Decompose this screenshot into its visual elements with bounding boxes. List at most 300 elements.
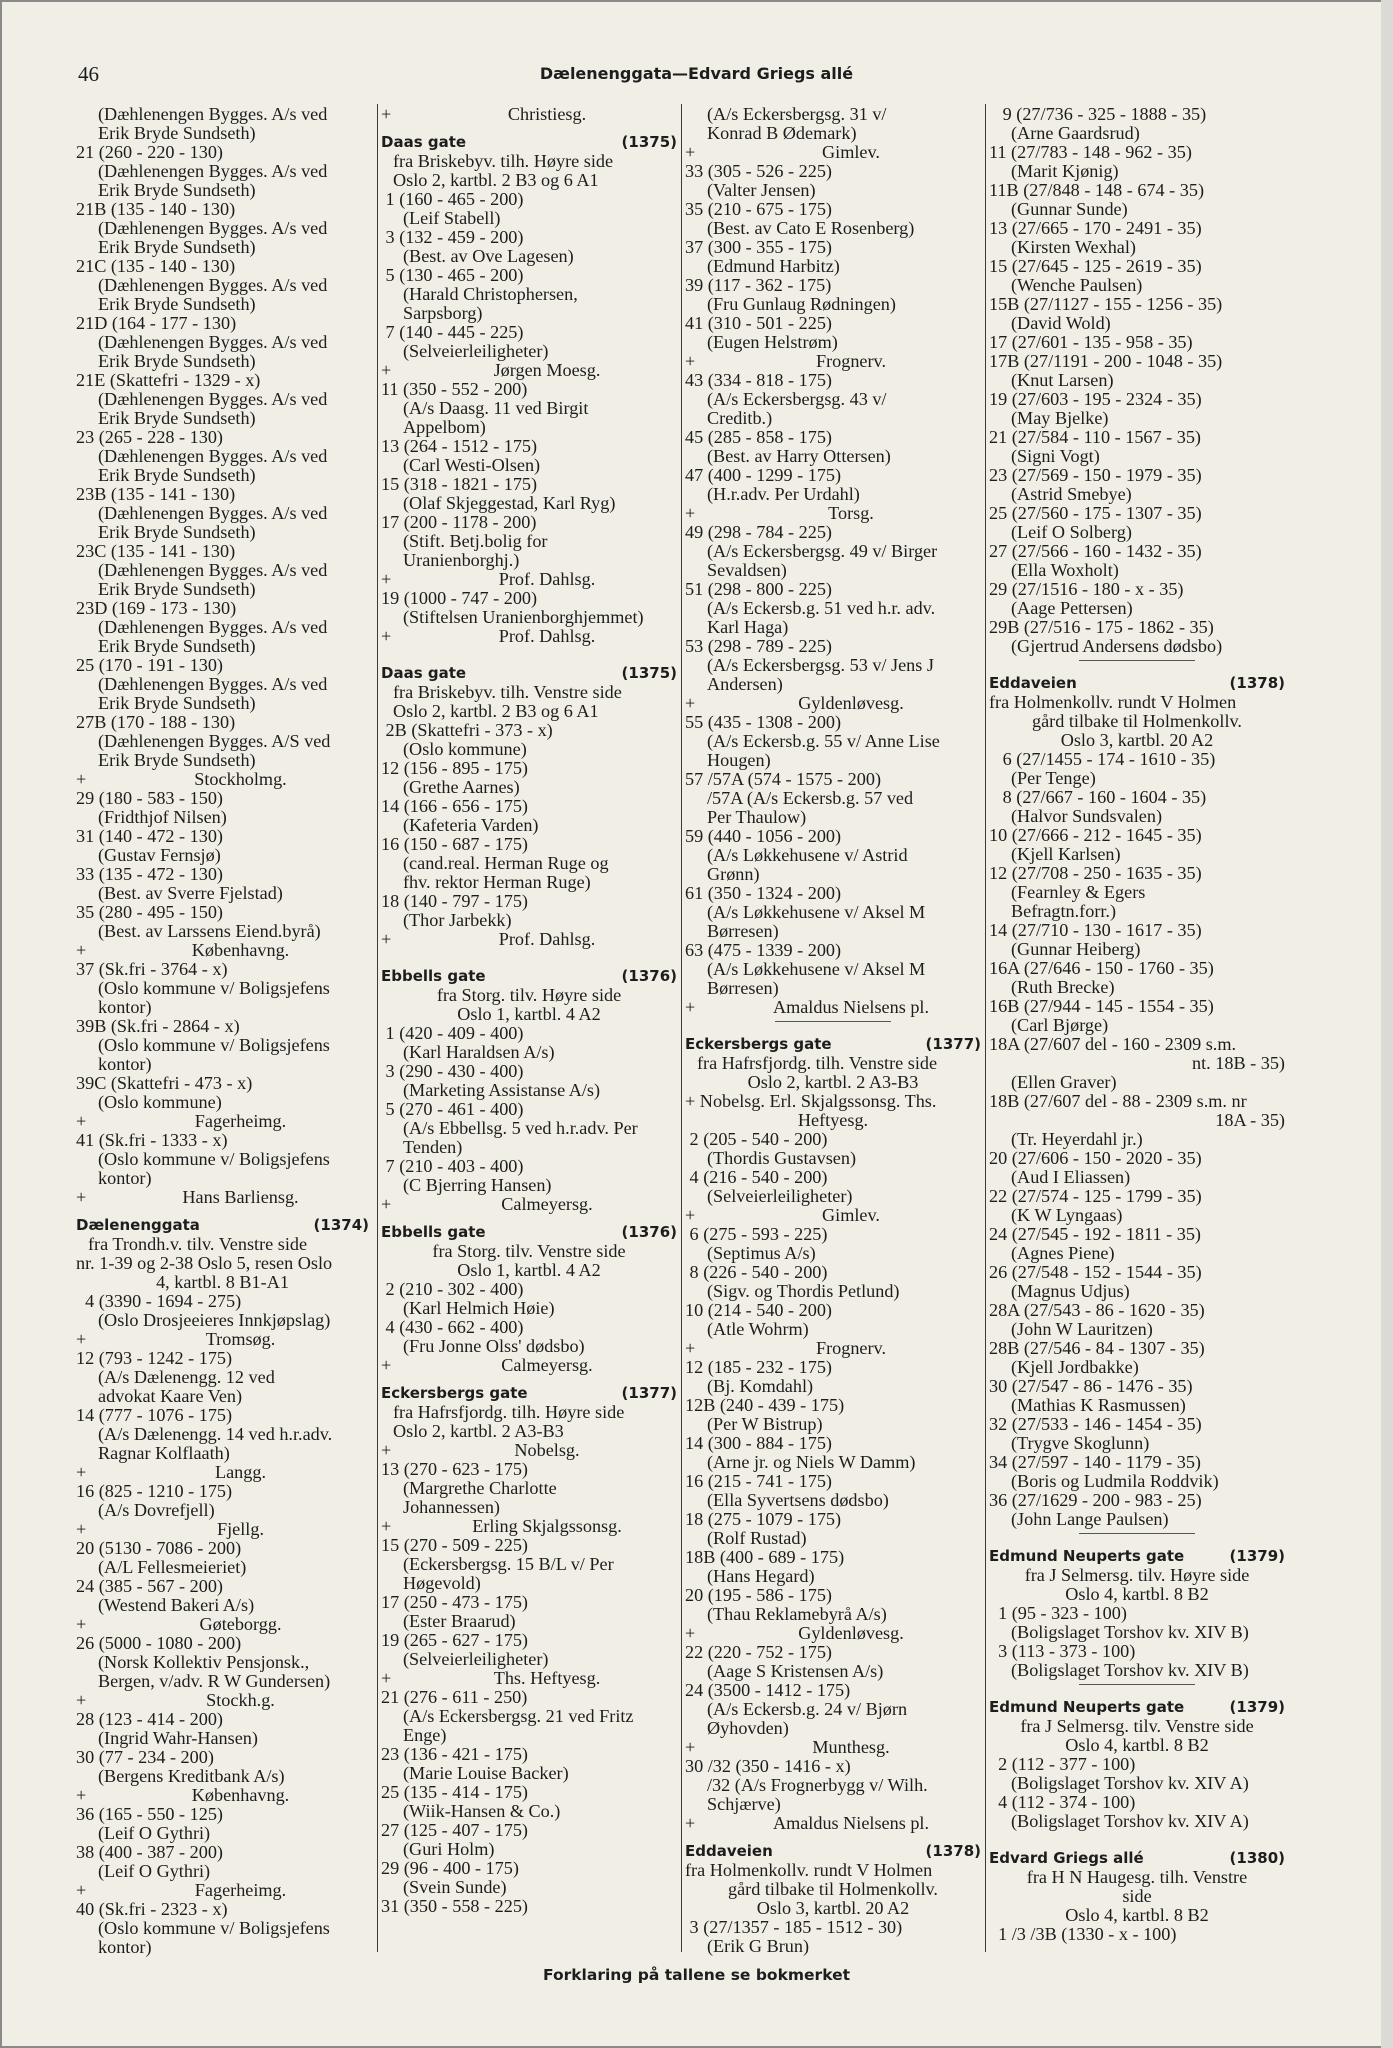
owner-line: (Bergens Kreditbank A/s): [98, 1766, 285, 1786]
owner-line: Erik Bryde Sundseth): [98, 408, 256, 428]
cross-street: [76, 1520, 369, 1539]
cross-street-name: Erling Skjalgssonsg.: [472, 1516, 622, 1536]
owner-line: (Dæhlenengen Bygges. A/s ved: [98, 104, 328, 124]
cross-street-name: Fagerheimg.: [194, 1880, 287, 1900]
owner-line: (Oslo kommune v/ Boligsjefens: [98, 1918, 330, 1938]
property-entry: 1 (420 - 409 - 400): [381, 1023, 524, 1043]
property-entry: 45 (285 - 858 - 175): [685, 427, 832, 447]
cross-street: [685, 352, 981, 371]
owner-line: (H.r.adv. Per Urdahl): [707, 484, 860, 504]
owner-line: (A/s Løkkehusene v/ Aksel M: [707, 902, 926, 922]
owner-line: (Oslo kommune): [403, 739, 527, 759]
cross-marker: +: [685, 1205, 696, 1225]
property-entry: 55 (435 - 1308 - 200): [685, 712, 842, 732]
cross-street: [381, 1517, 677, 1536]
cross-marker: +: [76, 1880, 87, 1900]
property-entry: 37 (Sk.fri - 3764 - x): [76, 959, 228, 979]
cross-street-name: Calmeyersg.: [501, 1194, 593, 1214]
property-entry: 26 (27/548 - 152 - 1544 - 35): [989, 1262, 1202, 1282]
property-entry: 38 (400 - 387 - 200): [76, 1842, 223, 1862]
owner-line: (Bj. Komdahl): [707, 1376, 814, 1396]
property-entry: 4 (430 - 662 - 400): [381, 1317, 524, 1337]
property-entry: 16 (150 - 687 - 175): [381, 834, 528, 854]
street-name: Eckersbergs gate: [685, 1035, 832, 1053]
owner-line: (Gunnar Heiberg): [1011, 939, 1141, 959]
property-entry: 57 /57A (574 - 1575 - 200): [685, 769, 882, 789]
running-head: Dælenenggata—Edvard Griegs allé: [539, 64, 854, 83]
property-entry: 15B (27/1127 - 155 - 1256 - 35): [989, 294, 1223, 314]
street-description: Oslo 3, kartbl. 20 A2: [1060, 730, 1214, 750]
cross-street-name: Gyldenløvesg.: [798, 693, 904, 713]
property-entry: 1 (160 - 465 - 200): [381, 189, 524, 209]
property-entry: 7 (140 - 445 - 225): [381, 322, 524, 342]
property-entry: 3 (113 - 373 - 100): [989, 1641, 1136, 1661]
owner-line: (Thor Jarbekk): [403, 910, 512, 930]
cross-marker: +: [685, 1338, 696, 1358]
owner-line: (Dæhlenengen Bygges. A/s ved: [98, 389, 328, 409]
owner-line: (Kjell Jordbakke): [1011, 1357, 1139, 1377]
cross-marker: +: [381, 569, 392, 589]
cross-street-name: Hans Barliensg.: [182, 1187, 299, 1207]
column-3: [685, 104, 981, 1956]
street-heading: [685, 1035, 981, 1054]
property-entry: 21D (164 - 177 - 130): [76, 313, 237, 333]
property-entry: 14 (166 - 656 - 175): [381, 796, 528, 816]
column-divider: [681, 104, 682, 1952]
street-description: Oslo 3, kartbl. 20 A2: [756, 1898, 910, 1918]
street-description: Oslo 4, kartbl. 8 B2: [1065, 1735, 1209, 1755]
property-entry: 36 (165 - 550 - 125): [76, 1804, 223, 1824]
owner-line: (Fru Gunlaug Rødningen): [707, 294, 896, 314]
street-description: 4, kartbl. 8 B1-A1: [156, 1272, 289, 1292]
cross-marker: +: [76, 1187, 87, 1207]
property-entry: 28B (27/546 - 84 - 1307 - 35): [989, 1338, 1205, 1358]
owner-line: (Rolf Rustad): [707, 1528, 807, 1548]
cross-street-name: Fjellg.: [217, 1519, 264, 1539]
property-entry: 23B (135 - 141 - 130): [76, 484, 236, 504]
owner-line: Erik Bryde Sundseth): [98, 351, 256, 371]
property-entry: 20 (5130 - 7086 - 200): [76, 1538, 242, 1558]
cross-street: [381, 570, 677, 589]
property-entry: 11 (350 - 552 - 200): [381, 379, 528, 399]
property-entry: 29 (180 - 583 - 150): [76, 788, 223, 808]
property-entry: 12 (156 - 895 - 175): [381, 758, 528, 778]
owner-line: (A/s Eckersb.g. 24 v/ Bjørn: [707, 1699, 908, 1719]
street-description: Oslo 1, kartbl. 4 A2: [457, 1004, 601, 1024]
property-entry: 19 (1000 - 747 - 200): [381, 588, 538, 608]
owner-line: (Karl Haraldsen A/s): [403, 1042, 555, 1062]
cross-street-name: Tromsøg.: [205, 1329, 276, 1349]
owner-line: (Fru Jonne Olss' dødsbo): [403, 1336, 585, 1356]
spacer: [381, 949, 677, 958]
street-description: Oslo 4, kartbl. 8 B2: [1065, 1584, 1209, 1604]
property-entry: 34 (27/597 - 140 - 1179 - 35): [989, 1452, 1201, 1472]
property-entry: 2 (112 - 377 - 100): [989, 1754, 1136, 1774]
owner-line: Appelbom): [403, 417, 486, 437]
owner-line: (Westend Bakeri A/s): [98, 1595, 255, 1615]
cross-street: [76, 770, 369, 789]
street-description: fra J Selmersg. tilv. Venstre side: [1020, 1716, 1254, 1736]
owner-line: (Septimus A/s): [707, 1243, 816, 1263]
cross-street-name: Calmeyersg.: [501, 1355, 593, 1375]
property-entry: 18A (27/607 del - 160 - 2309 s.m.: [989, 1034, 1237, 1054]
owner-line: (Hans Hegard): [707, 1566, 815, 1586]
property-entry: 21E (Skattefri - 1329 - x): [76, 370, 261, 390]
property-entry: 31 (350 - 558 - 225): [381, 1896, 528, 1916]
street-code: (1378): [925, 1842, 981, 1860]
cross-street: [76, 1463, 369, 1482]
cross-street-name: Stockh.g.: [206, 1690, 275, 1710]
owner-line: Børresen): [707, 978, 779, 998]
street-name: Eckersbergs gate: [381, 1384, 528, 1402]
street-description: Oslo 2, kartbl. 2 A3-B3: [747, 1072, 919, 1092]
street-description: Oslo 2, kartbl. 2 A3-B3: [393, 1421, 564, 1441]
property-entry: 6 (27/1455 - 174 - 1610 - 35): [989, 749, 1216, 769]
owner-line: (Stift. Betj.bolig for: [403, 531, 548, 551]
property-entry: 15 (27/645 - 125 - 2619 - 35): [989, 256, 1202, 276]
cross-street: [685, 1814, 981, 1833]
owner-line: (Edmund Harbitz): [707, 256, 840, 276]
street-name: Daas gate: [381, 664, 467, 682]
cross-street-name: Prof. Dahlsg.: [498, 569, 596, 589]
street-name: Eddaveien: [685, 1842, 773, 1860]
property-entry: 23 (265 - 228 - 130): [76, 427, 223, 447]
street-code: (1377): [925, 1035, 981, 1053]
owner-line: (Selveierleiligheter): [403, 1649, 549, 1669]
cross-street: [685, 504, 981, 523]
owner-line: (Dæhlenengen Bygges. A/s ved: [98, 275, 328, 295]
owner-line: (Gustav Fernsjø): [98, 845, 221, 865]
cross-street: [76, 1786, 369, 1805]
property-entry: 12 (27/708 - 250 - 1635 - 35): [989, 863, 1202, 883]
owner-line: (A/s Eckersbergsg. 49 v/ Birger: [707, 541, 938, 561]
owner-line: Erik Bryde Sundseth): [98, 237, 256, 257]
cross-marker: +: [76, 1519, 87, 1539]
property-entry: 16 (825 - 1210 - 175): [76, 1481, 233, 1501]
owner-line: Uranienborghj.): [403, 550, 520, 570]
cross-marker: +: [76, 940, 87, 960]
cross-street-name: Gyldenløvesg.: [798, 1623, 904, 1643]
owner-line: Høgevold): [403, 1573, 481, 1593]
cross-street: [76, 1691, 369, 1710]
owner-line: (Dæhlenengen Bygges. A/s ved: [98, 218, 328, 238]
property-entry: 4 (112 - 374 - 100): [989, 1792, 1136, 1812]
cross-street-name: Amaldus Nielsens pl.: [772, 1813, 930, 1833]
owner-line: /32 (A/s Frognerbygg v/ Wilh.: [707, 1775, 928, 1795]
owner-line: (Leif Stabell): [403, 208, 501, 228]
section-rule: [989, 1680, 1285, 1689]
street-description: nt. 18B - 35): [1192, 1053, 1285, 1073]
street-heading: [381, 1384, 677, 1403]
owner-line: (Tr. Heyerdahl jr.): [1011, 1129, 1143, 1149]
property-entry: 21C (135 - 140 - 130): [76, 256, 236, 276]
cross-street: [685, 1206, 981, 1225]
owner-line: Grønn): [707, 864, 760, 884]
cross-street-name: Frognerv.: [815, 351, 887, 371]
owner-line: (Ester Braarud): [403, 1611, 516, 1631]
owner-line: (David Wold): [1011, 313, 1111, 333]
owner-line: /57A (A/s Eckersb.g. 57 ved: [707, 788, 914, 808]
owner-line: (Kjell Karlsen): [1011, 844, 1121, 864]
owner-line: (Oslo kommune v/ Boligsjefens: [98, 1035, 330, 1055]
street-name: Dælenenggata: [76, 1216, 200, 1234]
property-entry: + Nobelsg. Erl. Skjalgssonsg. Ths.: [685, 1091, 937, 1111]
cross-street: [685, 1624, 981, 1643]
owner-line: (Fridthjof Nilsen): [98, 807, 227, 827]
owner-line: (Astrid Smebye): [1011, 484, 1132, 504]
property-entry: 17B (27/1191 - 200 - 1048 - 35): [989, 351, 1223, 371]
property-entry: 18 (140 - 797 - 175): [381, 891, 528, 911]
owner-line: (Atle Wohrm): [707, 1319, 809, 1339]
property-entry: 4 (3390 - 1694 - 275): [76, 1291, 242, 1311]
owner-line: Befragtn.forr.): [1011, 901, 1117, 921]
street-description: fra Hafrsfjordg. tilh. Venstre side: [697, 1053, 938, 1073]
cross-street-name: Prof. Dahlsg.: [498, 929, 596, 949]
property-entry: 21B (135 - 140 - 130): [76, 199, 236, 219]
street-description: side: [1122, 1886, 1152, 1906]
property-entry: 28A (27/543 - 86 - 1620 - 35): [989, 1300, 1205, 1320]
owner-line: (Boligslaget Torshov kv. XIV B): [1011, 1622, 1249, 1642]
owner-line: advokat Kaare Ven): [98, 1386, 243, 1406]
street-name: Ebbells gate: [381, 967, 486, 985]
property-entry: 17 (200 - 1178 - 200): [381, 512, 537, 532]
street-code: (1379): [1229, 1547, 1285, 1565]
owner-line: (Norsk Kollektiv Pensjonsk.,: [98, 1652, 310, 1672]
street-code: (1376): [621, 1223, 677, 1241]
cross-marker: +: [685, 351, 696, 371]
owner-line: (A/s Eckersbergsg. 21 ved Fritz: [403, 1706, 634, 1726]
street-heading: [381, 967, 677, 986]
property-entry: 14 (300 - 884 - 175): [685, 1433, 832, 1453]
cross-street: [76, 1330, 369, 1349]
owner-line: (Best. av Sverre Fjelstad): [98, 883, 283, 903]
property-entry: 25 (170 - 191 - 130): [76, 655, 223, 675]
street-code: (1374): [313, 1216, 369, 1234]
cross-marker: +: [76, 1690, 87, 1710]
owner-line: (Aage S Kristensen A/s): [707, 1661, 884, 1681]
property-entry: 33 (305 - 526 - 225): [685, 161, 832, 181]
property-entry: 14 (27/710 - 130 - 1617 - 35): [989, 920, 1202, 940]
property-entry: 29 (96 - 400 - 175): [381, 1858, 519, 1878]
property-entry: fra Holmenkollv. rundt V Holmen: [989, 692, 1237, 712]
property-entry: 22 (220 - 752 - 175): [685, 1642, 832, 1662]
property-entry: 41 (Sk.fri - 1333 - x): [76, 1130, 228, 1150]
cross-street: [685, 998, 981, 1017]
spacer: [381, 646, 677, 655]
owner-line: (Magnus Udjus): [1011, 1281, 1130, 1301]
column-divider: [377, 104, 378, 1952]
street-description: Heftyesg.: [797, 1110, 869, 1130]
owner-line: (Svein Sunde): [403, 1877, 507, 1897]
cross-marker: +: [685, 142, 696, 162]
street-code: (1375): [621, 133, 677, 151]
owner-line: (Fearnley & Egers: [1011, 882, 1146, 902]
property-entry: 28 (123 - 414 - 200): [76, 1709, 223, 1729]
cross-street: [381, 930, 677, 949]
street-description: Oslo 2, kartbl. 2 B3 og 6 A1: [393, 170, 599, 190]
cross-street-name: Christiesg.: [507, 104, 587, 124]
owner-line: Børresen): [707, 921, 779, 941]
owner-line: Øyhovden): [707, 1718, 789, 1738]
property-entry: 2 (205 - 540 - 200): [685, 1129, 828, 1149]
owner-line: (A/s Ebbellsg. 5 ved h.r.adv. Per: [403, 1118, 638, 1138]
cross-street-name: Jørgen Moesg.: [493, 360, 601, 380]
owner-line: (Arne jr. og Niels W Damm): [707, 1452, 916, 1472]
cross-marker: +: [685, 1813, 696, 1833]
street-description: fra Storg. tilv. Venstre side: [432, 1241, 626, 1261]
owner-line: kontor): [98, 997, 152, 1017]
street-description: gård tilbake til Holmenkollv.: [1032, 711, 1242, 731]
property-entry: 16B (27/944 - 145 - 1554 - 35): [989, 996, 1214, 1016]
owner-line: (Dæhlenengen Bygges. A/S ved: [98, 731, 331, 751]
property-entry: 30 (77 - 234 - 200): [76, 1747, 214, 1767]
property-entry: 16A (27/646 - 150 - 1760 - 35): [989, 958, 1214, 978]
owner-line: (Kirsten Wexhal): [1011, 237, 1136, 257]
street-name: Edvard Griegs allé: [989, 1849, 1144, 1867]
owner-line: (Kafeteria Varden): [403, 815, 539, 835]
owner-line: (Trygve Skoglunn): [1011, 1433, 1150, 1453]
cross-marker: +: [381, 626, 392, 646]
street-code: (1375): [621, 664, 677, 682]
cross-marker: +: [685, 693, 696, 713]
owner-line: (Knut Larsen): [1011, 370, 1114, 390]
property-entry: 23 (136 - 421 - 175): [381, 1744, 528, 1764]
owner-line: (Best. av Larssens Eiend.byrå): [98, 921, 321, 941]
cross-marker: +: [381, 929, 392, 949]
street-description: Oslo 1, kartbl. 4 A2: [457, 1260, 601, 1280]
owner-line: (Per Tenge): [1011, 768, 1096, 788]
property-entry: 40 (Sk.fri - 2323 - x): [76, 1899, 228, 1919]
owner-line: Erik Bryde Sundseth): [98, 465, 256, 485]
owner-line: (Leif O Gythri): [98, 1823, 211, 1843]
owner-line: (Selveierleiligheter): [403, 341, 549, 361]
property-entry: 7 (210 - 403 - 400): [381, 1156, 524, 1176]
owner-line: Erik Bryde Sundseth): [98, 123, 256, 143]
owner-line: (A/s Daasg. 11 ved Birgit: [403, 398, 589, 418]
owner-line: Erik Bryde Sundseth): [98, 180, 256, 200]
property-entry: 53 (298 - 789 - 225): [685, 636, 832, 656]
owner-line: (Oslo Drosjeeieres Innkjøpslag): [98, 1310, 331, 1330]
owner-line: (Dæhlenengen Bygges. A/s ved: [98, 332, 328, 352]
owner-line: (Ruth Brecke): [1011, 977, 1115, 997]
property-entry: 31 (140 - 472 - 130): [76, 826, 223, 846]
owner-line: (Arne Gaardsrud): [1011, 123, 1140, 143]
property-entry: 23D (169 - 173 - 130): [76, 598, 237, 618]
street-description: 18A - 35): [1215, 1110, 1285, 1130]
cross-marker: +: [381, 104, 392, 124]
column-1: [76, 104, 369, 1957]
street-heading: [989, 1547, 1285, 1566]
property-entry: 25 (135 - 414 - 175): [381, 1782, 528, 1802]
property-entry: 8 (226 - 540 - 200): [685, 1262, 828, 1282]
street-name: Edmund Neuperts gate: [989, 1547, 1185, 1565]
owner-line: Andersen): [707, 674, 783, 694]
owner-line: (Selveierleiligheter): [707, 1186, 853, 1206]
property-entry: 24 (27/545 - 192 - 1811 - 35): [989, 1224, 1201, 1244]
property-entry: 5 (130 - 465 - 200): [381, 265, 524, 285]
owner-line: (Valter Jensen): [707, 180, 816, 200]
property-entry: 49 (298 - 784 - 225): [685, 522, 832, 542]
owner-line: (Best. av Cato E Rosenberg): [707, 218, 915, 238]
street-description: Oslo 4, kartbl. 8 B2: [1065, 1905, 1209, 1925]
owner-line: (Olaf Skjeggestad, Karl Ryg): [403, 493, 616, 513]
owner-line: (Gunnar Sunde): [1011, 199, 1128, 219]
street-name: Eddaveien: [989, 674, 1077, 692]
cross-street: [76, 1615, 369, 1634]
cross-street: [76, 1112, 369, 1131]
property-entry: 10 (214 - 540 - 200): [685, 1300, 832, 1320]
owner-line: (Leif O Solberg): [1011, 522, 1132, 542]
owner-line: (Dæhlenengen Bygges. A/s ved: [98, 161, 328, 181]
footer-note: Forklaring på tallene se bokmerket: [542, 1966, 851, 1984]
cross-marker: +: [76, 1462, 87, 1482]
owner-line: Ragnar Kolflaath): [98, 1443, 230, 1463]
section-rule: [989, 1529, 1285, 1538]
owner-line: (Ella Woxholt): [1011, 560, 1119, 580]
property-entry: 3 (290 - 430 - 400): [381, 1061, 524, 1081]
property-entry: 32 (27/533 - 146 - 1454 - 35): [989, 1414, 1202, 1434]
owner-line: (Marketing Assistanse A/s): [403, 1080, 601, 1100]
property-entry: 11B (27/848 - 148 - 674 - 35): [989, 180, 1205, 200]
property-entry: 3 (132 - 459 - 200): [381, 227, 524, 247]
property-entry: 30 /32 (350 - 1416 - x): [685, 1756, 851, 1776]
property-entry: 39 (117 - 362 - 175): [685, 275, 832, 295]
property-entry: 8 (27/667 - 160 - 1604 - 35): [989, 787, 1207, 807]
owner-line: (Oslo kommune): [98, 1092, 222, 1112]
property-entry: 22 (27/574 - 125 - 1799 - 35): [989, 1186, 1202, 1206]
owner-line: Hougen): [707, 750, 771, 770]
cross-street-name: Langg.: [214, 1462, 266, 1482]
street-description: gård tilbake til Holmenkollv.: [728, 1879, 938, 1899]
property-entry: 3 (27/1357 - 185 - 1512 - 30): [685, 1917, 903, 1937]
street-description: fra Briskebyv. tilh. Høyre side: [393, 151, 614, 171]
owner-line: (A/s Eckersbergsg. 43 v/: [707, 389, 887, 409]
owner-line: Bergen, v/adv. R W Gundersen): [98, 1671, 331, 1691]
property-entry: 10 (27/666 - 212 - 1645 - 35): [989, 825, 1202, 845]
cross-marker: +: [76, 1111, 87, 1131]
street-description: fra Hafrsfjordg. tilh. Høyre side: [393, 1402, 625, 1422]
owner-line: (Thau Reklamebyrå A/s): [707, 1604, 887, 1624]
property-entry: 27 (27/566 - 160 - 1432 - 35): [989, 541, 1202, 561]
property-entry: fra Holmenkollv. rundt V Holmen: [685, 1860, 933, 1880]
property-entry: 2 (210 - 302 - 400): [381, 1279, 524, 1299]
cross-marker: +: [685, 1737, 696, 1757]
owner-line: (A/s Dovrefjell): [98, 1500, 215, 1520]
owner-line: (Thordis Gustavsen): [707, 1148, 857, 1168]
owner-line: (C Bjerring Hansen): [403, 1175, 552, 1195]
owner-line: (Wiik-Hansen & Co.): [403, 1801, 561, 1821]
owner-line: (A/s Eckersbergsg. 31 v/: [707, 104, 887, 124]
spacer: [989, 1831, 1285, 1840]
property-entry: 37 (300 - 355 - 175): [685, 237, 832, 257]
cross-street: [76, 1881, 369, 1900]
property-entry: 23 (27/569 - 150 - 1979 - 35): [989, 465, 1202, 485]
owner-line: (Eckersbergsg. 15 B/L v/ Per: [403, 1554, 614, 1574]
owner-line: Erik Bryde Sundseth): [98, 636, 256, 656]
cross-street-name: Prof. Dahlsg.: [498, 626, 596, 646]
owner-line: (A/s Dælenengg. 14 ved h.r.adv.: [98, 1424, 333, 1444]
owner-line: (Dæhlenengen Bygges. A/s ved: [98, 560, 328, 580]
street-description: Oslo 2, kartbl. 2 B3 og 6 A1: [393, 701, 599, 721]
street-code: (1378): [1229, 674, 1285, 692]
property-entry: 18B (27/607 del - 88 - 2309 s.m. nr: [989, 1091, 1247, 1111]
owner-line: (Eugen Helstrøm): [707, 332, 838, 352]
property-entry: 36 (27/1629 - 200 - 983 - 25): [989, 1490, 1202, 1510]
section-rule: [685, 1017, 981, 1026]
owner-line: Erik Bryde Sundseth): [98, 522, 256, 542]
property-entry: 17 (27/601 - 135 - 958 - 35): [989, 332, 1193, 352]
owner-line: kontor): [98, 1054, 152, 1074]
